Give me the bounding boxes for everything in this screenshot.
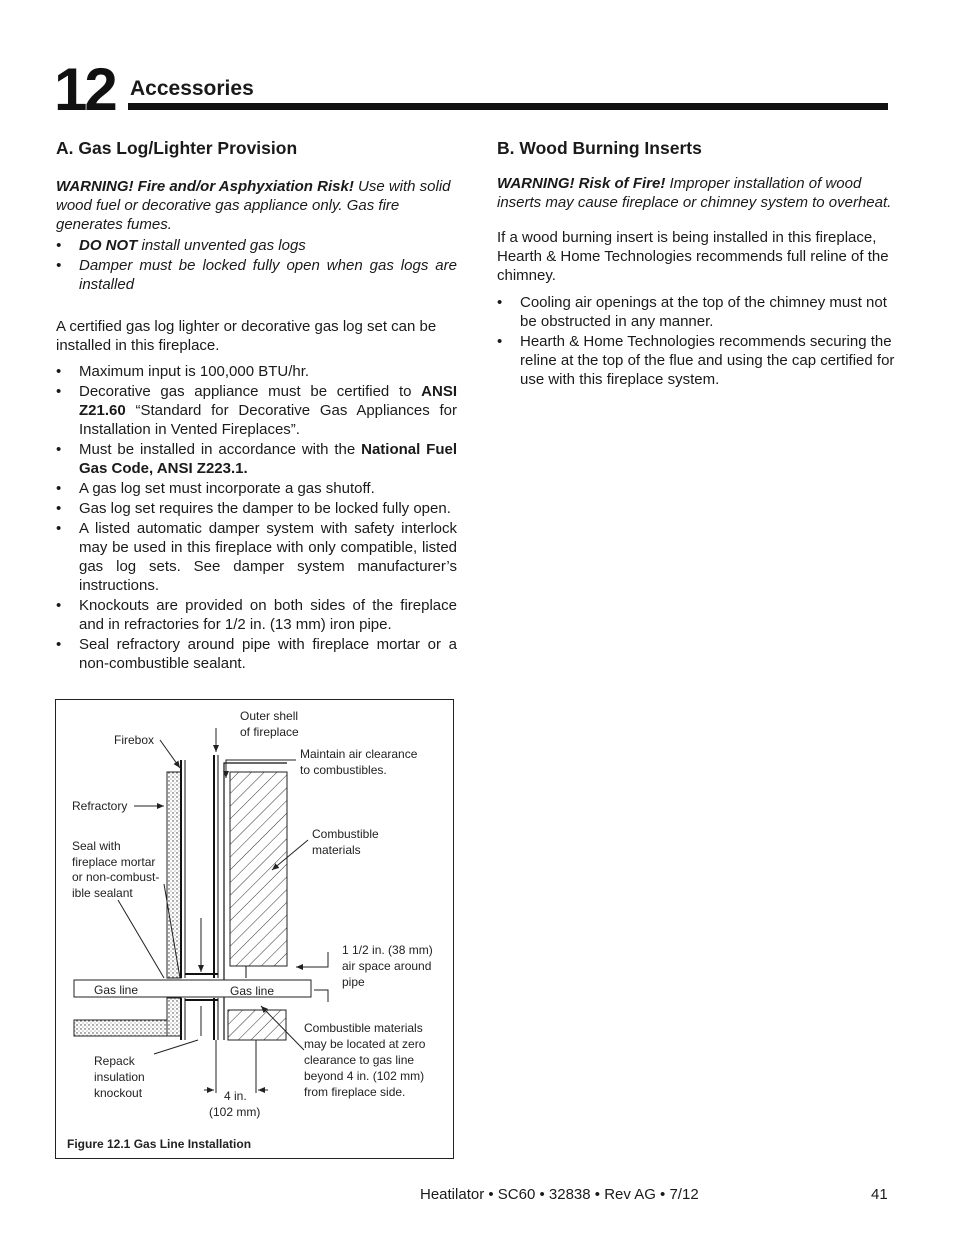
combustible-lower: [228, 1010, 286, 1040]
label-outer-shell-2: of fireplace: [240, 725, 299, 739]
label-zero-2: may be located at zero: [304, 1037, 426, 1051]
footer-text: Heatilator • SC60 • 32838 • Rev AG • 7/12: [420, 1186, 699, 1203]
list-item: • Maximum input is 100,000 BTU/hr.: [56, 363, 310, 380]
label-zero-5: from fireplace side.: [304, 1085, 406, 1099]
bullet-text: “Standard for Decorative Gas Appliances for Installation in Vented Fireplaces”.: [79, 402, 457, 438]
bullet-text: Maximum input is 100,000 BTU/hr.: [79, 363, 310, 380]
chapter-rule: [128, 103, 888, 110]
bullet-bold: ANSI Z21.60: [79, 383, 457, 419]
list-item: • Damper must be locked fully open when gas logs are installed: [56, 257, 457, 293]
warning-title: WARNING! Risk of Fire!: [497, 175, 666, 192]
warning-bullet-text: install unvented gas logs: [137, 237, 306, 254]
list-item: • Decorative gas appliance must be certified to ANSI Z21.60 “Standard for Decorative Gas Appliances for Installation in Vented Fireplaces”.: [56, 383, 457, 438]
combustible-upper: [230, 772, 287, 966]
list-item: • A listed automatic damper system with safety interlock may be used in this fireplace with only compatible, listed gas log sets. See damper system manufacturer’s instructions.: [56, 520, 457, 594]
section-a-heading: A. Gas Log/Lighter Provision: [56, 138, 298, 158]
label-air-space-3: pipe: [342, 975, 365, 989]
leader-air-space-bottom: [314, 990, 328, 1002]
figure-gas-line-installation: [55, 699, 454, 1159]
section-a-bullets: [56, 362, 457, 673]
list-item: • Cooling air openings at the top of the chimney must not be obstructed in any manner.: [497, 294, 887, 330]
warning-bullets: [56, 236, 457, 294]
bullet-text: Must be installed in accordance with the: [79, 441, 362, 458]
bullet-text: Gas log set requires the damper to be locked fully open.: [79, 500, 451, 517]
bullet-text: A gas log set must incorporate a gas shutoff.: [79, 480, 375, 497]
list-item: • Must be installed in accordance with the National Fuel Gas Code, ANSI Z223.1.: [56, 441, 457, 477]
warning-title: WARNING! Fire and/or Asphyxiation Risk!: [56, 178, 354, 195]
refractory-upper: [167, 772, 181, 978]
warning-text: Improper installation of wood inserts may cause fireplace or chimney system to overheat.: [497, 175, 892, 211]
label-maintain-1: Maintain air clearance: [300, 747, 418, 761]
list-item: • A gas log set must incorporate a gas shutoff.: [56, 480, 375, 497]
list-item: • Knockouts are provided on both sides of the fireplace and in refractories for 1/2 in. (13 mm) iron pipe.: [56, 597, 457, 633]
label-zero-4: beyond 4 in. (102 mm): [304, 1069, 425, 1083]
label-firebox: Firebox: [114, 733, 155, 747]
section-b-heading: B. Wood Burning Inserts: [497, 138, 702, 158]
warning-bullet-bold: DO NOT: [79, 237, 138, 254]
section-b-body: [497, 174, 901, 390]
warning-bullet-text: Damper must be locked fully open when gas logs are installed: [79, 257, 457, 293]
label-air-space-2: air space around: [342, 959, 432, 973]
chapter-number: 12: [54, 56, 115, 123]
figure-caption: Figure 12.1 Gas Line Installation: [67, 1137, 252, 1151]
bullet-text: Knockouts are provided on both sides of the fireplace and in refractories for 1/2 in. (13 mm) iron pipe.: [79, 597, 457, 633]
label-zero-3: clearance to gas line: [304, 1053, 415, 1067]
list-item: • Hearth & Home Technologies recommends securing the reline at the top of the flue and using the cap certified for use with this fireplace system.: [497, 333, 895, 388]
section-b-intro: If a wood burning insert is being installed in this fireplace, Hearth & Home Technologies recommends full reline of the chimney.: [497, 229, 889, 284]
label-air-space-1: 1 1/2 in. (38 mm): [342, 943, 433, 957]
section-b-bullets: [497, 293, 901, 389]
bullet-text: A listed automatic damper system with safety interlock may be used in this fireplace with only compatible, listed gas log sets. See damper system manufacturer’s instructions.: [79, 520, 457, 594]
label-seal-2: fireplace mortar: [72, 855, 156, 869]
label-gas-line-left: Gas line: [94, 983, 139, 997]
bullet-text: Cooling air openings at the top of the chimney must not be obstructed in any manner.: [520, 294, 887, 330]
leader-seal-1: [118, 900, 164, 978]
bullet-text: Decorative gas appliance must be certified to: [79, 383, 422, 400]
list-item: • Gas log set requires the damper to be locked fully open.: [56, 500, 451, 517]
page-number: 41: [871, 1186, 888, 1203]
label-seal-4: ible sealant: [72, 886, 133, 900]
label-repack-3: knockout: [94, 1086, 143, 1100]
label-outer-shell-1: Outer shell: [240, 709, 299, 723]
refractory-lower: [167, 998, 181, 1036]
list-item: • DO NOT install unvented gas logs: [56, 237, 306, 254]
hearth-floor: [74, 1020, 167, 1036]
bullet-text: Hearth & Home Technologies recommends securing the reline at the top of the flue and using the cap certified for use with this fireplace system.: [520, 333, 895, 388]
label-combustible-2: materials: [312, 843, 361, 857]
label-combustible-1: Combustible: [312, 827, 379, 841]
label-gas-line-right: Gas line: [230, 984, 275, 998]
bullet-bold: National Fuel Gas Code, ANSI Z223.1.: [79, 441, 457, 477]
label-repack-1: Repack: [94, 1054, 135, 1068]
label-refractory: Refractory: [72, 799, 128, 813]
label-dim-2: (102 mm): [209, 1105, 261, 1119]
label-seal-3: or non-combust-: [72, 870, 160, 884]
label-dim-1: 4 in.: [224, 1089, 247, 1103]
section-a-intro: A certified gas log lighter or decorative gas log set can be installed in this fireplace.: [56, 318, 437, 354]
gas-line-diagram: [56, 700, 455, 1160]
label-maintain-2: to combustibles.: [300, 763, 387, 777]
section-b-warning: [497, 174, 901, 212]
leader-repack: [154, 1040, 198, 1054]
label-repack-2: insulation: [94, 1070, 145, 1084]
leader-air-space-top: [296, 952, 328, 967]
section-a-warning: [56, 177, 457, 234]
leader-firebox: [160, 740, 180, 768]
chapter-title: Accessories: [130, 77, 254, 100]
label-zero-1: Combustible materials: [304, 1021, 423, 1035]
list-item: • Seal refractory around pipe with fireplace mortar or a non-combustible sealant.: [56, 636, 457, 672]
warning-text: Use with solid wood fuel or decorative gas appliance only. Gas fire generates fumes.: [56, 178, 451, 233]
bullet-text: Seal refractory around pipe with fireplace mortar or a non-combustible sealant.: [79, 636, 457, 672]
label-seal-1: Seal with: [72, 839, 121, 853]
section-a-body: [56, 176, 457, 674]
